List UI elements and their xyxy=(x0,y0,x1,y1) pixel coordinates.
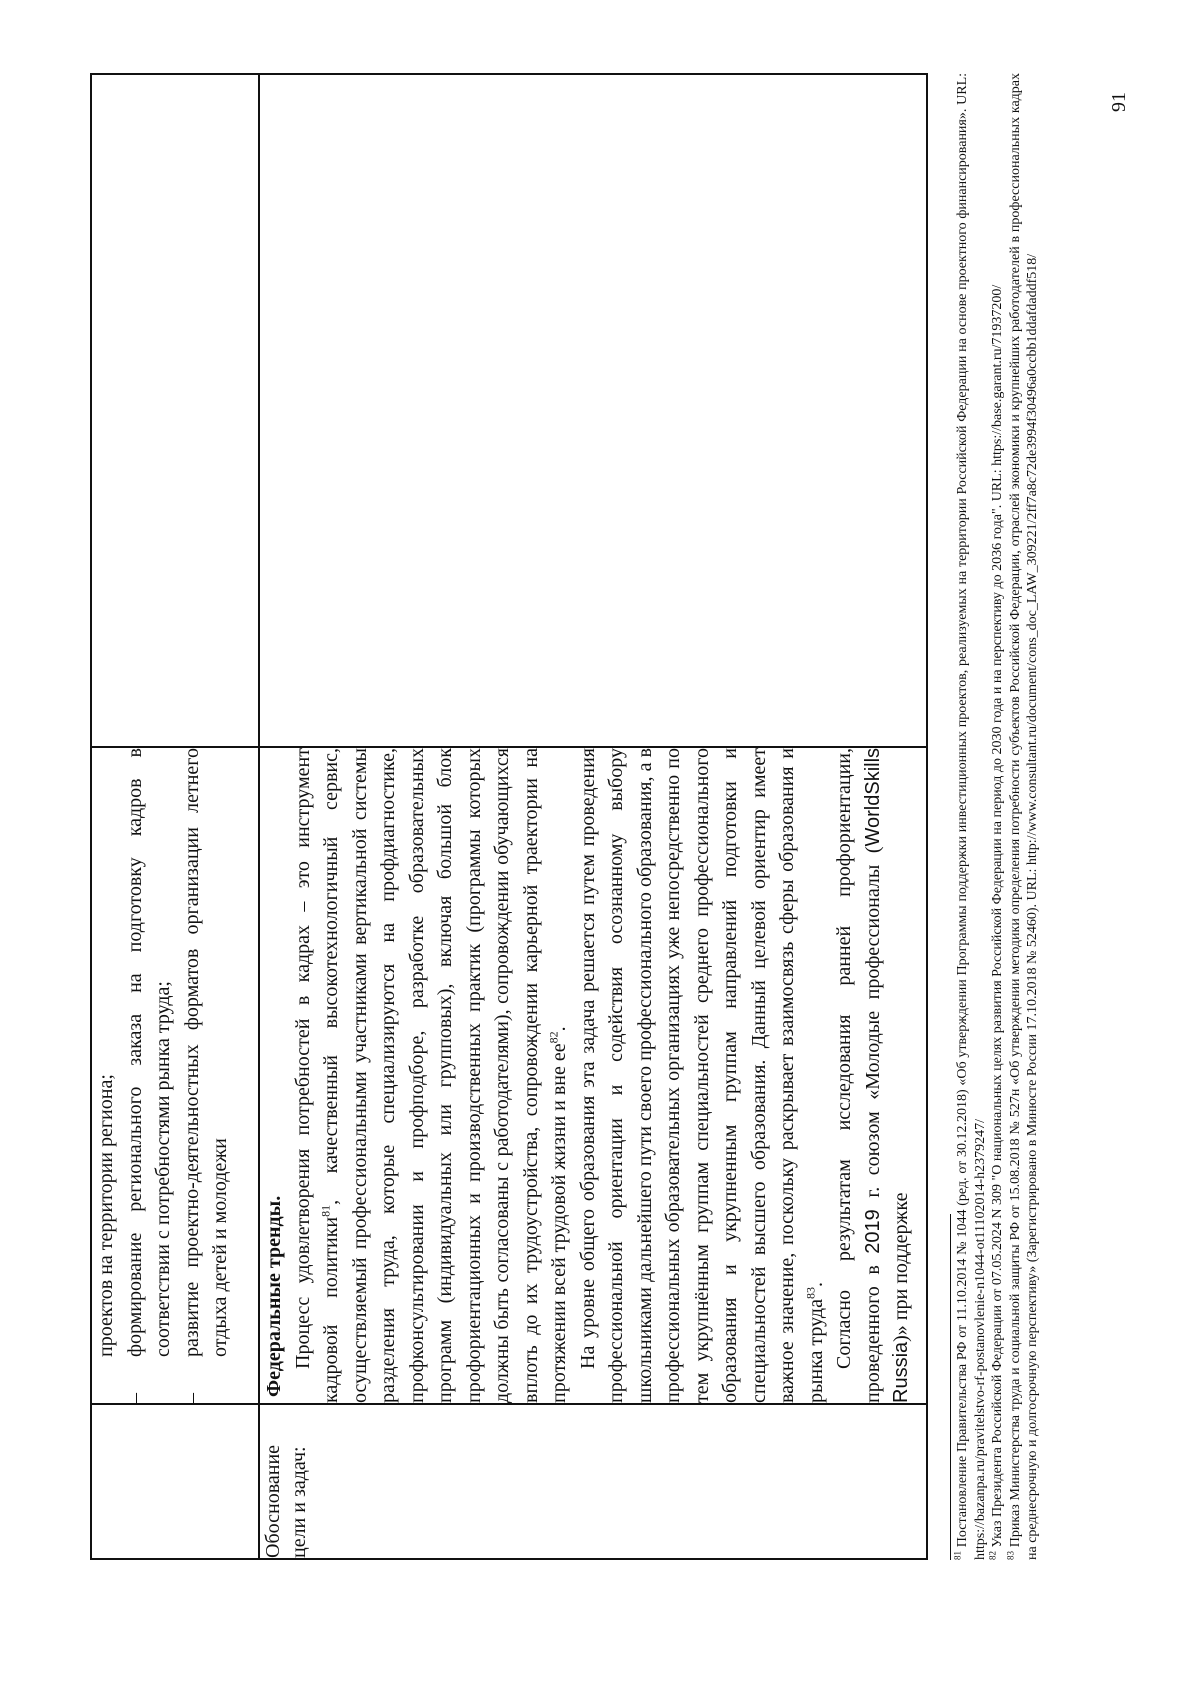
bullet-dash: – xyxy=(123,1393,146,1403)
page-number: 91 xyxy=(1108,92,1130,112)
table-row xyxy=(91,74,259,1559)
footnote-number: 83 xyxy=(1004,1551,1015,1560)
table-cell-empty xyxy=(259,74,927,747)
paragraph xyxy=(574,748,831,1403)
paragraph xyxy=(289,748,574,1403)
footnote-ref[interactable]: 81 xyxy=(318,1204,333,1217)
list-item xyxy=(121,748,178,1403)
paragraph-text: , качественный высокотехнологичный сервис, осуществляемый профессиональными участниками вертикальной системы разделения труда, которые специализируются на профдиагностике, профконсультировании и профподборе, разработке образовательных программ (индивидуальных или групповых), включая большой блок профориентационных и производственных практик (программы которых должны быть согласованы с работодателями), сопровождении обучающихся вплоть до их трудоустройства, сопровождении карьерной траектории на протяжении всей трудовой жизни и вне ее xyxy=(320,748,570,1403)
footnote-separator xyxy=(950,1214,951,1560)
paragraph-text: WorldSkills Russia xyxy=(861,747,912,1403)
heading-text: Федеральные тренды. xyxy=(263,1195,285,1397)
footnote-number: 81 xyxy=(952,1551,963,1560)
table-cell-label-empty xyxy=(91,1404,259,1559)
row-label: Обоснование цели и задач: xyxy=(259,1404,927,1559)
table-cell-empty xyxy=(91,74,259,747)
table-row xyxy=(259,74,927,1559)
footnote xyxy=(989,73,1007,1560)
list-item-text: формирование регионального заказа на подготовку кадров в соответствии с потребностями рынка труда; xyxy=(123,748,174,1357)
paragraph-text: . xyxy=(804,1282,827,1288)
footnote-text: Указ Президента Российской Федерации от 07.05.2024 N 309 "О национальных целях развития Российской Федерации на период до 2030 года и на перспективу до 2036 года". URL: https://base.garant.ru/71937200/ xyxy=(990,284,1005,1548)
paragraph xyxy=(830,748,916,1403)
bullet-dash: – xyxy=(180,1393,203,1403)
paragraph-text: 2019 xyxy=(861,1209,884,1254)
footnote-text: Постановление Правительства РФ от 11.10.2014 № 1044 (ред. от 30.12.2018) «Об утверждении Программы поддержки инвестиционных проектов, реализуемых на территории Российской Федерации на основе проектного финансирования». URL: https://bazanpa.ru/pravitelstvo-rf-postanovlenie-n1044-ot11102014-h2379247/ xyxy=(955,72,988,1560)
table-cell-body xyxy=(91,747,259,1404)
paragraph-text: )» при поддержке xyxy=(890,1192,912,1342)
list-item xyxy=(178,748,235,1403)
footnote xyxy=(954,73,989,1560)
content-table xyxy=(90,73,928,1560)
paragraph-text: г. союзом «Молодые профессионалы ( xyxy=(861,846,884,1198)
table-cell-body xyxy=(259,747,927,1404)
list-item-text: развитие проектно-деятельностных форматов организации летнего отдыха детей и молодежи xyxy=(180,748,231,1357)
paragraph-text: Процесс удовлетворения потребностей в кадрах – это инструмент кадровой политики xyxy=(291,748,342,1403)
list-continuation: проектов на территории региона; xyxy=(95,1074,117,1357)
footnote-number: 82 xyxy=(987,1551,998,1560)
footnote-ref[interactable]: 83 xyxy=(802,1287,817,1300)
footnotes xyxy=(954,73,1042,1560)
footnote xyxy=(1004,72,1042,1560)
paragraph-text: На уровне общего образования эта задача решается путем проведения профессиональной ориентации и содействия осознанному выбору школьниками дальнейшего пути своего профессионального образования, а в профессиональных образовательных организациях уже непосредственно по тем укрупнённым группам специальностей среднего профессионального образования и укрупненным группам направлений подготовки и специальностей высшего образования. Данный целевой ориентир имеет важное значение, поскольку раскрывает взаимосвязь сферы образования и рынка труда xyxy=(576,748,827,1403)
section-heading xyxy=(260,748,289,1403)
footnote-ref[interactable]: 82 xyxy=(546,1031,561,1044)
paragraph-text: . xyxy=(548,1026,570,1032)
paragraph-text: Согласно результатам исследования ранней профориентации, проведенного в xyxy=(833,748,884,1403)
footnote-text: Приказ Министерства труда и социальной защиты РФ от 15.08.2018 № 527н «Об утверждении методики определения потребности субъектов Российской Федерации, отраслей экономики и крупнейших работодателей в профессиональных кадрах на среднесрочную и долгосрочную перспективу» (Зарегистрировано в Минюсте России 17.10.2018 № 52460). URL: http://www.consultant.ru/document/cons_doc_LAW_309221/2ff7a8c72de3994f30496a0ccbb1ddafdaddf518/ xyxy=(1007,72,1040,1560)
